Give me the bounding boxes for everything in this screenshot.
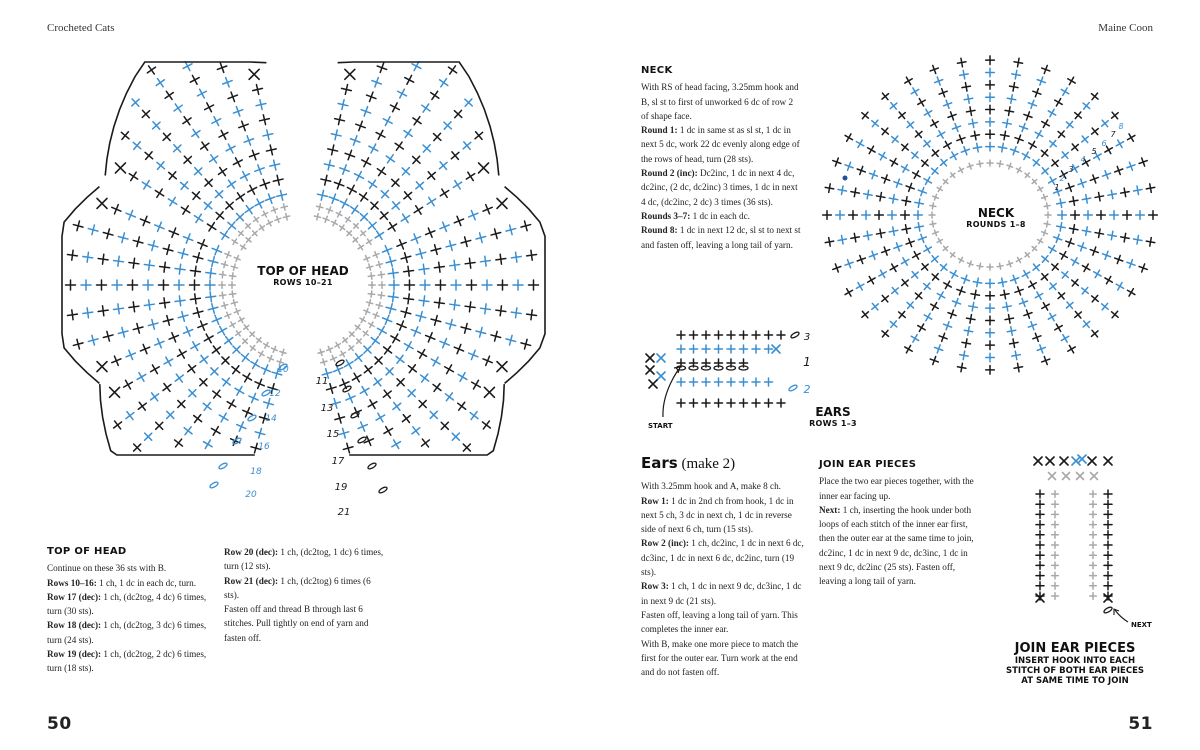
dc-stitch	[1104, 510, 1112, 518]
join-stitch	[1090, 491, 1097, 498]
row-number-blue: 18	[250, 467, 262, 477]
dc-stitch	[1036, 551, 1044, 559]
round-number: 4	[1080, 155, 1086, 164]
join-stitch	[1052, 521, 1059, 528]
join-para-label: Next:	[819, 504, 841, 515]
join-chart-title: JOIN EAR PIECES	[1014, 641, 1136, 656]
dc-stitch	[1036, 561, 1044, 569]
join-stitch	[1090, 532, 1097, 539]
ears-row-number: 1	[803, 355, 811, 369]
join-stitch	[1052, 542, 1059, 549]
top-of-head-para-text: 1 ch, (dc2tog, 4 dc) 6 times, turn (30 sts).	[47, 591, 207, 617]
ears-para-text: 1 ch, dc2inc, 1 dc in next 6 dc, dc3inc, 1 dc in next 6 dc, dc2inc, turn (19 sts).	[641, 538, 804, 578]
ears-para-label: Row 1:	[641, 495, 669, 506]
join-next-label: NEXT	[1131, 621, 1152, 629]
dc-stitch	[1036, 510, 1044, 518]
top-of-head-para-text: 1 ch, 1 dc in each dc, turn.	[96, 577, 197, 588]
next-arrow	[1115, 610, 1128, 622]
dc-stitch	[1104, 490, 1112, 498]
ears-heading-note: (make 2)	[677, 456, 736, 472]
top-of-head-para-label: Row 17 (dec):	[47, 591, 102, 602]
neck-para-text: 1 dc in same st as sl st, 1 dc in next 5 dc, work 22 dc evenly along edge of the rows of head, turn (28 sts).	[641, 125, 800, 164]
join-chart-caption-2: STITCH OF BOTH EAR PIECES	[1005, 666, 1144, 676]
neck-para-label: Rounds 3–7:	[641, 210, 691, 221]
top-of-head-para-label: Row 20 (dec):	[224, 547, 279, 557]
dc-stitch	[1104, 531, 1112, 539]
neck-para-text: 1 dc in next 12 dc, sl st to next st and fasten off, leaving a long tail of yarn.	[641, 225, 801, 250]
dc-stitch	[1104, 541, 1112, 549]
join-stitch	[1090, 501, 1097, 508]
ears-para-text: Fasten off, leaving a long tail of yarn. This completes the inner ear.	[641, 609, 798, 635]
join-stitch	[1052, 562, 1059, 569]
top-of-head-para-text: Fasten off and thread B through last 6 stitches. Pull tightly on end of yarn and fasten off.	[224, 604, 369, 643]
round-number: 8	[1118, 122, 1124, 131]
join-stitch	[1052, 511, 1059, 518]
ears-para-label: Row 2 (inc):	[641, 538, 689, 549]
join-chart-caption-3: AT SAME TIME TO JOIN	[1021, 676, 1129, 686]
top-of-head-para-text: 1 ch, (dc2tog, 2 dc) 6 times, turn (18 sts).	[47, 649, 207, 674]
join-chart-label	[1000, 641, 1150, 686]
dc-stitch	[1104, 561, 1112, 569]
join-para-text: Place the two ear pieces together, with the inner ear facing up.	[819, 476, 974, 501]
round-number: 2	[1059, 174, 1065, 183]
top-of-head-para	[47, 647, 207, 676]
ears-chart-subtitle: ROWS 1–3	[809, 419, 857, 428]
row-number-black: 15	[326, 429, 340, 440]
dc2tog-stitch	[1034, 457, 1042, 465]
join-stitch	[1052, 583, 1059, 590]
ears-row-number: 3	[803, 332, 811, 343]
round-number: 6	[1101, 139, 1107, 148]
neck-chart-subtitle: ROUNDS 1–8	[966, 220, 1026, 229]
chain-stitch	[1103, 606, 1113, 614]
row-number-blue: 16	[258, 442, 270, 452]
dc-stitch	[1036, 541, 1044, 549]
join-stitch	[1090, 552, 1097, 559]
neck-chart-title: NECK	[977, 206, 1015, 220]
top-of-head-para-label: Rows 10–16:	[47, 577, 97, 588]
neck-para-text: 1 dc in each dc.	[690, 210, 750, 221]
join-stitch	[1090, 562, 1097, 569]
top-of-head-para-text: 1 ch, (dc2tog, 3 dc) 6 times, turn (24 sts).	[47, 620, 207, 645]
join-stitch	[1090, 593, 1097, 600]
dc-stitch	[1104, 551, 1112, 559]
top-of-head-chart-subtitle: ROWS 10–21	[273, 278, 333, 287]
row-number-black: 13	[320, 403, 334, 414]
dc-stitch	[1036, 582, 1044, 590]
ears-para-text: With B, make one more piece to match the first for the outer ear. Turn work at the end and do not fasten off.	[641, 638, 799, 678]
join-chart-caption-1: INSERT HOOK INTO EACH	[1014, 656, 1136, 666]
neck-heading: NECK	[641, 65, 673, 76]
join-stitch	[1052, 552, 1059, 559]
ears-start-label: START	[648, 422, 673, 430]
join-stitch	[1052, 532, 1059, 539]
row-number-black: 17	[331, 456, 345, 467]
page-number-right: 51	[1128, 714, 1153, 734]
dc-stitch	[1104, 572, 1112, 580]
running-head-left: Crocheted Cats	[47, 22, 115, 34]
ears-para-text: With 3.25mm hook and A, make 8 ch.	[641, 481, 781, 492]
ears-para-text: 1 dc in 2nd ch from hook, 1 dc in next 5 ch, 3 dc in next ch, 1 dc in reverse side of next 6 ch, turn (15 sts).	[641, 495, 794, 535]
row-number-blue: 14	[265, 414, 277, 424]
join-heading: JOIN EAR PIECES	[819, 459, 917, 470]
ears-heading-main: Ears	[641, 454, 678, 472]
round-number: 5	[1091, 147, 1097, 156]
join-stitch	[1052, 593, 1059, 600]
join-stitch	[1077, 473, 1084, 480]
top-of-head-para-text: 1 ch, (dc2tog, 1 dc) 6 times, turn (12 sts).	[224, 547, 384, 572]
row-number-black: 19	[334, 482, 348, 493]
join-stitch	[1052, 491, 1059, 498]
row-number-blue: 20	[245, 490, 257, 500]
join-stitch	[1090, 542, 1097, 549]
neck-para-label: Round 8:	[641, 225, 678, 236]
join-stitch	[1052, 572, 1059, 579]
round-number: 3	[1068, 165, 1074, 174]
top-of-head-para-text: 1 ch, (dc2tog) 6 times (6 sts).	[224, 575, 371, 600]
join-stitch	[1090, 572, 1097, 579]
neck-para-label: Round 2 (inc):	[641, 168, 698, 179]
ears-chart-title: EARS	[815, 405, 851, 419]
page-number-left: 50	[47, 714, 72, 734]
dc2tog-stitch	[1088, 457, 1096, 465]
dc2tog-stitch	[1046, 457, 1054, 465]
dc-stitch	[1036, 572, 1044, 580]
dc-stitch	[1104, 521, 1112, 529]
join-para-text: 1 ch, inserting the hook under both loops of each stitch of the inner ear first, then the outer ear at the same time to join, dc2inc, 1 dc in next 9 dc, dc3inc, 1 dc in next 9 dc, dc2inc (25 sts). Fasten off, leaving a long tail of yarn.	[819, 504, 974, 587]
neck-para-text: With RS of head facing, 3.25mm hook and B, sl st to first of unworked 6 dc of row 2 of shape face.	[641, 82, 799, 121]
ears-para-text: 1 ch, 1 dc in next 9 dc, dc3inc, 1 dc in next 9 dc (21 sts).	[641, 581, 802, 606]
dc2tog-stitch	[1060, 457, 1068, 465]
top-of-head-para-label: Row 21 (dec):	[224, 575, 279, 586]
round-number: 1	[1054, 183, 1060, 192]
ears-para-label: Row 3:	[641, 581, 669, 592]
row-number-black: 21	[337, 507, 351, 518]
neck-para-text: Dc2inc, 1 dc in next 4 dc, dc2inc, (2 dc, dc2inc) 3 times, 1 dc in next 4 dc, (dc2inc, 2 dc) 3 times (36 sts).	[641, 168, 798, 207]
top-of-head-para-text: Continue on these 36 sts with B.	[47, 563, 167, 574]
row-number-blue: 12	[269, 389, 281, 399]
dc-stitch	[1036, 500, 1044, 508]
top-of-head-heading: TOP OF HEAD	[47, 546, 127, 557]
dc-stitch	[1104, 582, 1112, 590]
dc-stitch	[1104, 500, 1112, 508]
dc-stitch	[1036, 531, 1044, 539]
join-stitch	[1049, 473, 1056, 480]
top-of-head-chart-title: TOP OF HEAD	[257, 264, 349, 278]
neck-para-label: Round 1:	[641, 125, 678, 136]
top-of-head-para-label: Row 19 (dec):	[47, 649, 102, 660]
dc2tog-stitch	[1072, 457, 1080, 465]
join-stitch	[1090, 521, 1097, 528]
round-number: 7	[1110, 130, 1116, 139]
row-number-black: 11	[315, 376, 329, 387]
join-stitch	[1052, 501, 1059, 508]
running-head-right: Maine Coon	[1098, 22, 1153, 34]
dc-stitch	[1036, 521, 1044, 529]
join-stitch	[1090, 511, 1097, 518]
dc2tog-stitch	[1104, 457, 1112, 465]
ears-row-number: 2	[803, 383, 811, 396]
ears-para	[641, 637, 804, 680]
row-number-blue: 10	[277, 365, 289, 375]
join-stitch	[1090, 583, 1097, 590]
top-of-head-para-label: Row 18 (dec):	[47, 620, 102, 631]
dc2tog-stitch	[1078, 455, 1086, 463]
dc-stitch	[1036, 490, 1044, 498]
join-stitch	[1063, 473, 1070, 480]
join-stitch	[1091, 473, 1098, 480]
